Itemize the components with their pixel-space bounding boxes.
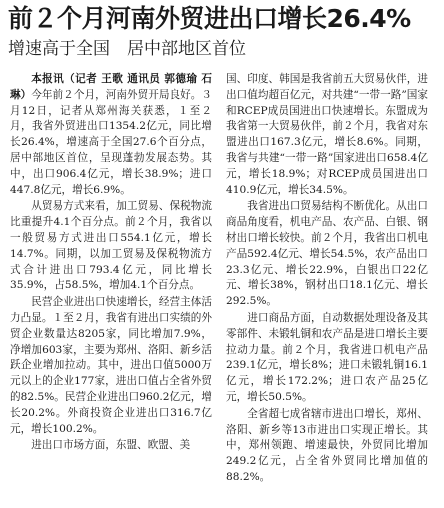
article-paragraph — [10, 72, 212, 198]
article-paragraph: 进出口市场方面，东盟、欧盟、美 — [31, 439, 191, 452]
article-paragraph: 进口商品方面，自动数据处理设备及其零部件、未锻轧铜和农产品是进口增长主要拉动力量。前２个月，我省进口机电产品239.1亿元，增长8%；进口未锻轧铜16.1亿元，增长172.2%；进口农产品25亿元，增长50.5%。 — [226, 311, 428, 403]
article-paragraph: 我省进出口贸易结构不断优化。从出口商品角度看，机电产品、农产品、白银、钢材出口增长较快。前２个月，我省出口机电产品592.4亿元、增长54.5%，农产品出口23.3亿元、增长22.9%，白银出口22亿元、增长38%，钢材出口18.1亿元、增长292.5%。 — [226, 200, 428, 308]
article-left-column — [10, 72, 212, 508]
headline: 前２个月河南外贸进出口增长26.4% — [8, 4, 411, 33]
article-right-column — [226, 72, 428, 508]
article-byline: 本报讯（记者 王歌 通讯员 郭德瑜 石琳） — [10, 73, 212, 101]
article-paragraph: 民营企业进出口快速增长，经营主体活力凸显。１至２月，我省有进出口实绩的外贸企业数量达8205家，同比增加7.9%，净增加603家，主要为郑州、洛阳、新乡活跃企业增加拉动。其中，进出口值5000万元以上的企业177家，进出口值占全省外贸的82.5%。民营企业进出口960.2亿元，增长20.2%。外商投资企业进出口316.7亿元，增长100.2%。 — [10, 296, 212, 435]
article-paragraph: 全省超七成省辖市进出口增长，郑州、洛阳、新乡等13市进出口实现正增长。其中，郑州领跑、增速最快，外贸同比增加249.2亿元，占全省外贸同比增加值的88.2%。 — [226, 407, 428, 483]
article-paragraph: 从贸易方式来看，加工贸易、保税物流比重提升4.1个百分点。前２个月，我省以一般贸易方式进出口554.1亿元，增长14.7%。同期，以加工贸易及保税物流方式合计进出口793.4亿元，同比增长35.9%，占58.5%，增加4.1个百分点。 — [10, 200, 212, 292]
subheadline: 增速高于全国 居中部地区首位 — [8, 39, 246, 59]
article-paragraph: 国、印度、韩国是我省前五大贸易伙伴，进出口值均超百亿元，对共建“一带一路”国家和RCEP成员国进出口快速增长。东盟成为我省第一大贸易伙伴，前２个月，我省对东盟进出口167.3亿元，增长8.6%。同期，我省与共建“一带一路”国家进出口658.4亿元，增长18.9%；对RCEP成员国进出口410.9亿元，增长34.5%。 — [226, 73, 428, 196]
article-paragraph-text: 今年前２个月，河南外贸开局良好。３月12日，记者从郑州海关获悉，１至２月，我省外贸进出口1354.2亿元，同比增长26.4%，增速高于全国27.6个百分点，居中部地区首位，呈现蓬勃发展态势。其中，出口906.4亿元，增长38.9%；进口447.8亿元，增长6.9%。 — [10, 88, 212, 196]
